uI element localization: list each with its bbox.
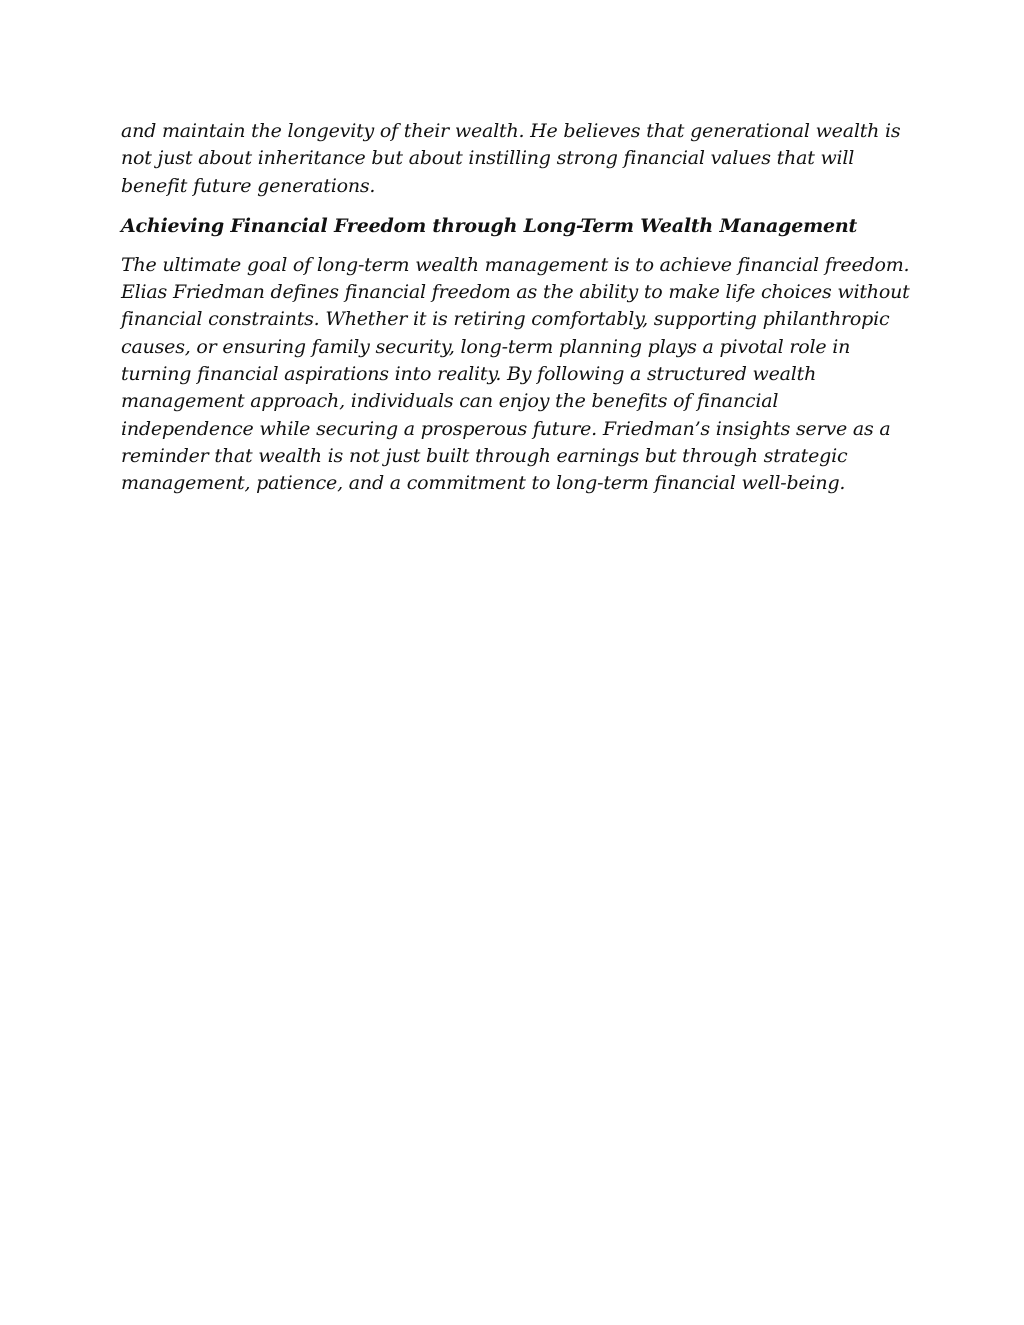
section-heading: Achieving Financial Freedom through Long-Term Wealth Management	[121, 214, 858, 237]
page-content	[121, 118, 911, 498]
continuation-paragraph: and maintain the longevity of their wealth. He believes that generational wealth is not just about inheritance but about instilling strong financial values that will benefit future generations.	[121, 120, 901, 197]
final-paragraph: The ultimate goal of long-term wealth management is to achieve financial freedom. Elias Friedman defines financial freedom as the ability to make life choices without financial constraints. Whether it is retiring comfortably, supporting philanthropic causes, or ensuring family security, long-term planning plays a pivotal role in turning financial aspirations into reality. By following a structured wealth management approach, individuals can enjoy the benefits of financial independence while securing a prosperous future. Friedman’s insights serve as a reminder that wealth is not just built through earnings but through strategic management, patience, and a commitment to long-term financial well-being.	[121, 253, 910, 495]
